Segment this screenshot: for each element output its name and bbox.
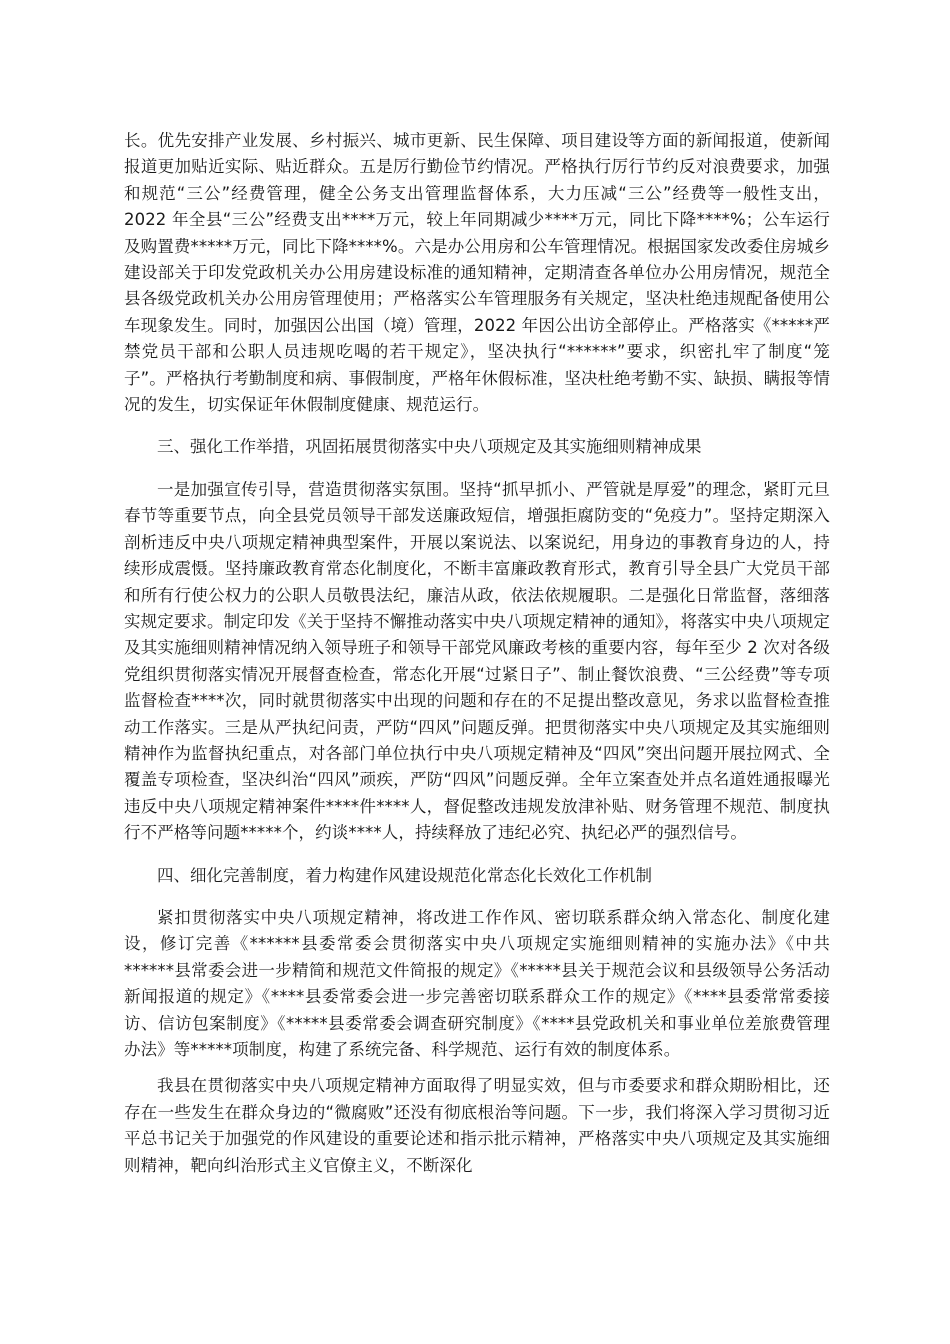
paragraph-measures: 一是加强宣传引导，营造贯彻落实氛围。坚持“抓早抓小、严管就是厚爱”的理念，紧盯元旦春节等重要节点，向全县党员领导干部发送廉政短信，增强拒腐防变的“免疫力”。坚持定期深入剖析违反中央八项规定精神典型案件，开展以案说法、以案说纪，用身边的事教育身边的人，持续形成震慑。坚持廉政教育常态化制度化，不断丰富廉政教育形式，教育引导全县广大党员干部和所有行使公权力的公职人员敬畏法纪，廉洁从政，依法依规履职。二是强化日常监督，落细落实规定要求。制定印发《关于坚持不懈推动落实中央八项规定精神的通知》，将落实中央八项规定及其实施细则精神情况纳入领导班子和领导干部党风廉政考核的重要内容，每年至少 2 次对各级党组织贯彻落实情况开展督查检查，常态化开展“过紧日子”、制止餐饮浪费、“三公经费”等专项监督检查****次，同时就贯彻落实中出现的问题和存在的不足提出整改意见，务求以监督检查推动工作落实。三是从严执纪问责，严防“四风”问题反弹。把贯彻落实中央八项规定及其实施细则精神作为监督执纪重点，对各部门单位执行中央八项规定精神及“四风”突出问题开展拉网式、全覆盖专项检查，坚决纠治“四风”顽疾，严防“四风”问题反弹。全年立案查处并点名道姓通报曝光违反中央八项规定精神案件****件****人，督促整改违规发放津补贴、财务管理不规范、制度执行不严格等问题*****个，约谈****人，持续释放了违纪必究、执纪必严的强烈信号。 — [124, 479, 830, 843]
paragraph-systems: 紧扣贯彻落实中央八项规定精神，将改进工作作风、密切联系群众纳入常态化、制度化建设，修订完善《******县委常委会贯彻落实中央八项规定实施细则精神的实施办法》《中共******县常委会进一步精简和规范文件简报的规定》《*****县关于规范会议和县级领导公务活动新闻报道的规定》《****县委常委会进一步完善密切联系群众工作的规定》《****县委常常委接访、信访包案制度》《*****县委常委会调查研究制度》《****县党政机关和事业单位差旅费管理办法》等*****项制度，构建了系统完备、科学规范、运行有效的制度体系。 — [124, 907, 830, 1059]
spacer — [124, 1063, 830, 1073]
paragraph-summary: 我县在贯彻落实中央八项规定精神方面取得了明显实效，但与市委要求和群众期盼相比，还存在一些发生在群众身边的“微腐败”还没有彻底根治等问题。下一步，我们将深入学习贯彻习近平总书记关于加强党的作风建设的重要论述和指示批示精神，严格落实中央八项规定及其实施细则精神，靶向纠治形式主义官僚主义，不断深化 — [124, 1076, 830, 1175]
paragraph-continuation: 长。优先安排产业发展、乡村振兴、城市更新、民生保障、项目建设等方面的新闻报道，使新闻报道更加贴近实际、贴近群众。五是厉行勤俭节约情况。严格执行厉行节约反对浪费要求，加强和规范“三公”经费管理，健全公务支出管理监督体系，大力压减“三公”经费等一般性支出，2022 年全县“三公”经费支出****万元，较上年同期减少****万元，同比下降****%；公车运行及购置费*****万元，同比下降****%。六是办公用房和公车管理情况。根据国家发改委住房城乡建设部关于印发党政机关办公用房建设标准的通知精神，定期清查各单位办公用房情况，规范全县各级党政机关办公用房管理使用；严格落实公车管理服务有关规定，坚决杜绝违规配备使用公车现象发生。同时，加强因公出国（境）管理，2022 年因公出访全部停止。严格落实《*****严禁党员干部和公职人员违规吃喝的若干规定》，坚决执行“******”要求，织密扎牢了制度“笼子”。严格执行考勤制度和病、事假制度，严格年休假标准，坚决杜绝考勤不实、缺损、瞒报等情况的发生，切实保证年休假制度健康、规范运行。 — [124, 131, 830, 415]
document-page — [124, 128, 830, 1179]
spacer — [124, 895, 830, 905]
section-heading-4: 四、细化完善制度，着力构建作风建设规范化常态化长效化工作机制 — [157, 865, 652, 885]
spacer — [124, 467, 830, 477]
spacer — [124, 847, 830, 857]
section-heading-3: 三、强化工作举措，巩固拓展贯彻落实中央八项规定及其实施细则精神成果 — [157, 437, 702, 457]
spacer — [124, 418, 830, 428]
